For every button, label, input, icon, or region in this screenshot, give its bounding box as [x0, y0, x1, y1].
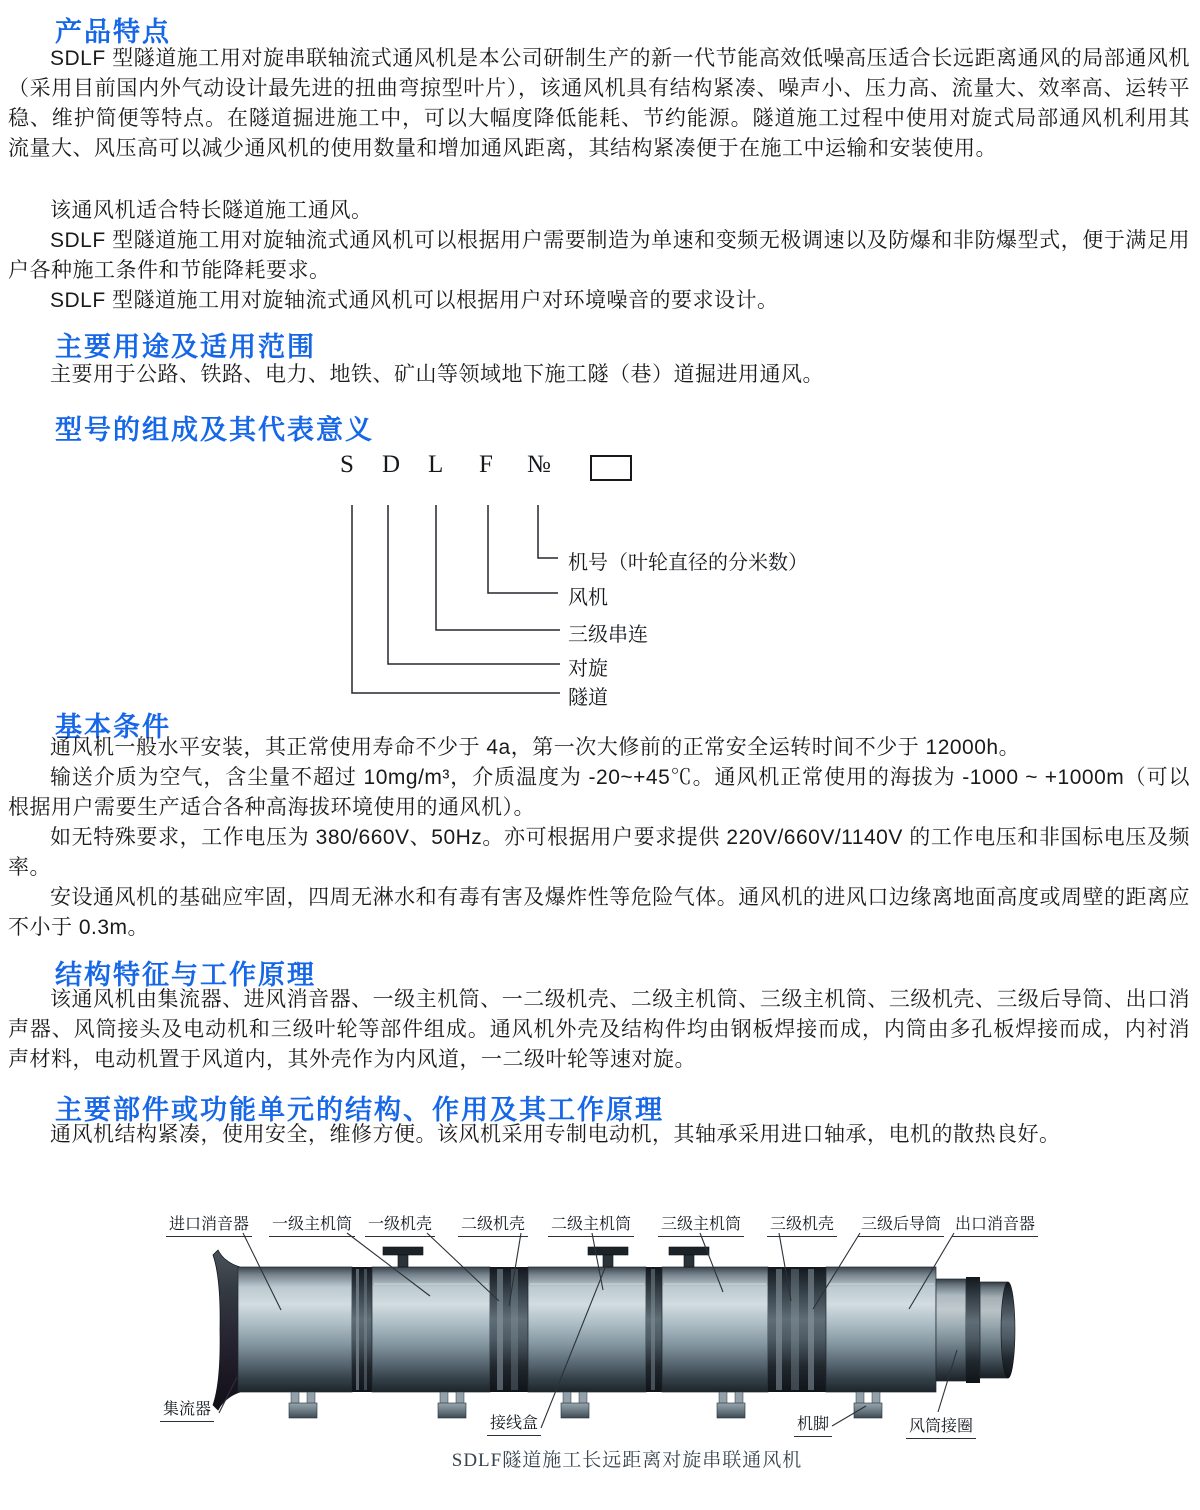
model-letter-l: L: [428, 451, 444, 478]
para-features-2: 该通风机适合特长隧道施工通风。: [50, 199, 373, 222]
fan-figure: [0, 1200, 1200, 1500]
label-stage3-main-barrel: 三级主机筒: [658, 1211, 744, 1237]
heading-structure: 结构特征与工作原理: [55, 960, 316, 990]
label-stage2-casing: 二级机壳: [458, 1211, 528, 1237]
para-features-4: SDLF 型隧道施工用对旋轴流式通风机可以根据用户对环境噪音的要求设计。: [50, 289, 779, 312]
model-label-tunnel: 隧道: [568, 687, 608, 709]
label-stage2-main-barrel: 二级主机筒: [548, 1211, 634, 1237]
label-stage1-main-barrel: 一级主机筒: [269, 1211, 355, 1237]
model-number-box: [590, 455, 632, 481]
para-components-1: 通风机结构紧凑，使用安全，维修方便。该风机采用专制电动机，其轴承采用进口轴承，电机的散热良好。: [50, 1123, 1061, 1146]
model-letter-f: F: [479, 451, 493, 478]
model-label-fan-number: 机号（叶轮直径的分米数）: [568, 552, 808, 574]
label-machine-foot: 机脚: [794, 1411, 832, 1437]
model-label-contra-rotate: 对旋: [568, 658, 608, 680]
model-letter-d: D: [382, 451, 401, 478]
label-stage1-casing: 一级机壳: [365, 1211, 435, 1237]
para-conditions-4: 安设通风机的基础应牢固，四周无淋水和有毒有害及爆炸性等危险气体。通风机的进风口边缘离地面高度或周壁的距离应不小于 0.3m。: [8, 886, 1190, 939]
model-code-diagram: [0, 445, 1200, 709]
figure-caption: SDLF隧道施工长远距离对旋串联通风机: [451, 1450, 803, 1471]
label-junction-box: 接线盒: [487, 1410, 541, 1436]
model-letter-s: S: [340, 451, 354, 478]
label-inlet-silencer: 进口消音器: [166, 1211, 252, 1237]
label-stage3-casing: 三级机壳: [767, 1211, 837, 1237]
para-usage-1: 主要用于公路、铁路、电力、地铁、矿山等领域地下施工隧（巷）道掘进用通风。: [50, 363, 824, 386]
model-label-fan: 风机: [568, 587, 608, 609]
para-conditions-2: 输送介质为空气，含尘量不超过 10mg/m³，介质温度为 -20~+45℃。通风机正常使用的海拔为 -1000 ~ +1000m（可以根据用户需要生产适合各种高海拔环境使用的通风机）。: [8, 766, 1190, 819]
heading-main-usage: 主要用途及适用范围: [55, 332, 316, 362]
model-letter-no: №: [527, 451, 551, 478]
label-duct-connection-ring: 风筒接圈: [906, 1413, 976, 1439]
label-flow-collector: 集流器: [160, 1396, 214, 1422]
para-features-3: SDLF 型隧道施工用对旋轴流式通风机可以根据用户需要制造为单速和变频无极调速以及防爆和非防爆型式，便于满足用户各种施工条件和节能降耗要求。: [8, 229, 1190, 282]
para-features-1: SDLF 型隧道施工用对旋串联轴流式通风机是本公司研制生产的新一代节能高效低噪高压适合长远距离通风的局部通风机（采用目前国内外气动设计最先进的扭曲弯掠型叶片），该通风机具有结构紧凑、噪声小、压力高、流量大、效率高、运转平稳、维护简便等特点。在隧道掘进施工中，可以大幅度降低能耗、节约能源。隧道施工过程中使用对旋式局部通风机利用其流量大、风压高可以减少通风机的使用数量和增加通风距离，其结构紧凑便于在施工中运输和安装使用。: [8, 47, 1190, 160]
label-stage3-guide-tube: 三级后导筒: [858, 1211, 944, 1237]
para-structure-1: 该通风机由集流器、进风消音器、一级主机筒、一二级机壳、二级主机筒、三级主机筒、三级机壳、三级后导筒、出口消声器、风筒接头及电动机和三级叶轮等部件组成。通风机外壳及结构件均由钢板焊接而成，内筒由多孔板焊接而成，内衬消声材料，电动机置于风道内，其外壳作为内风道，一二级叶轮等速对旋。: [8, 988, 1190, 1071]
model-label-three-stage: 三级串连: [568, 624, 648, 646]
heading-main-components: 主要部件或功能单元的结构、作用及其工作原理: [55, 1095, 664, 1125]
para-conditions-3: 如无特殊要求，工作电压为 380/660V、50Hz。亦可根据用户要求提供 220V/660V/1140V 的工作电压和非国标电压及频率。: [8, 826, 1190, 879]
heading-product-features: 产品特点: [55, 17, 171, 47]
heading-model-composition: 型号的组成及其代表意义: [55, 415, 374, 445]
para-conditions-1: 通风机一般水平安装，其正常使用寿命不少于 4a，第一次大修前的正常安全运转时间不少于 12000h。: [50, 736, 1021, 759]
heading-basic-conditions: 基本条件: [55, 712, 171, 742]
label-outlet-silencer: 出口消音器: [952, 1211, 1038, 1237]
